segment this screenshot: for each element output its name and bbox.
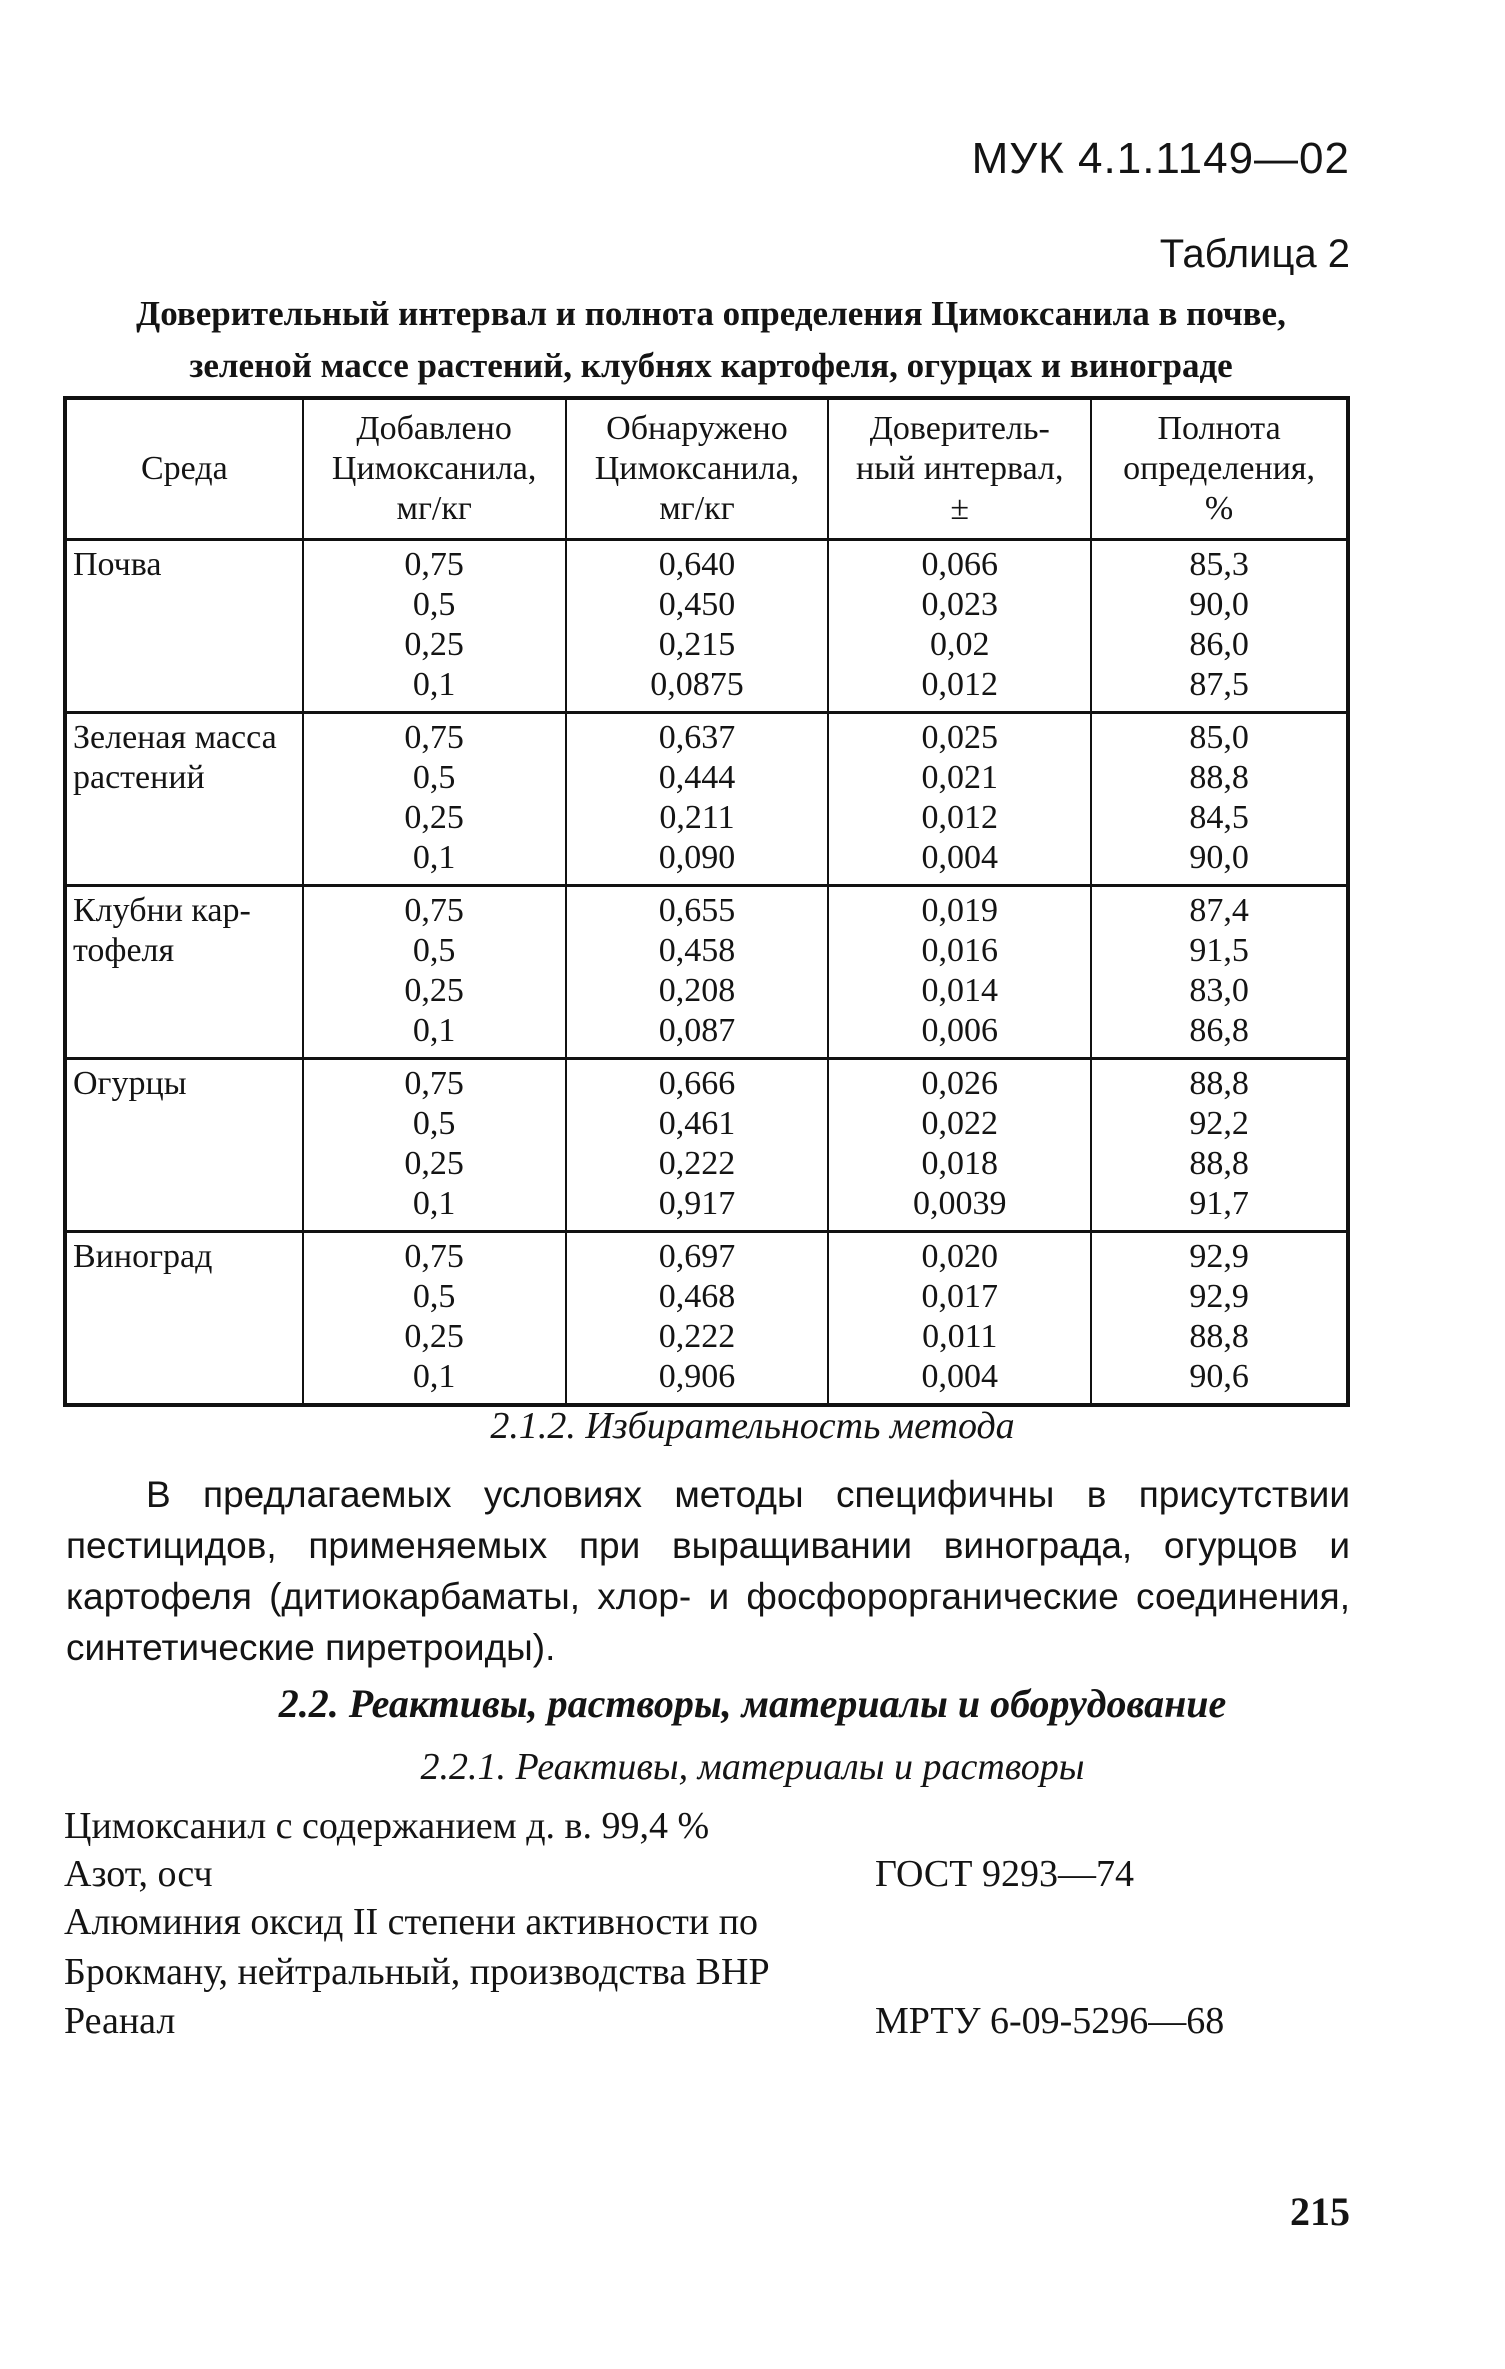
table-row (65, 713, 1348, 886)
reagent-line: Цимоксанил с содержанием д. в. 99,4 % (64, 1805, 710, 1847)
table-row (65, 1232, 1348, 1406)
table-header-row (65, 398, 1348, 540)
reagent-line: Азот, осч (64, 1853, 213, 1895)
table-title-line-2: зеленой массе растений, клубнях картофеля, огурцах и винограде (189, 346, 1233, 385)
page-number: 215 (1290, 2189, 1350, 2234)
selectivity-paragraph: В предлагаемых условиях методы специфичны в присутствии пестицидов, применяемых при выращивании винограда, огурцов и картофеля (дитиокарбаматы, хлор- и фосфорорганические соединения, синтетические пиретроиды). (66, 1474, 1350, 1668)
cell-environment: Виноград (65, 1232, 303, 1406)
results-table (63, 396, 1350, 1407)
reagent-line: Реанал (64, 2000, 176, 2042)
column-header-environment: Среда (65, 398, 303, 540)
reagent-standard: ГОСТ 9293—74 (875, 1853, 1134, 1895)
section-title-selectivity: 2.1.2. Избирательность метода (490, 1405, 1015, 1447)
cell-found: 0,637 0,444 0,211 0,090 (566, 713, 829, 886)
table-label: Таблица 2 (1159, 232, 1350, 276)
column-header-interval: Доверитель- ный интервал, ± (828, 398, 1091, 540)
table-title (66, 288, 1356, 392)
cell-interval: 0,066 0,023 0,02 0,012 (828, 540, 1091, 713)
cell-added: 0,75 0,5 0,25 0,1 (303, 540, 566, 713)
cell-recovery: 87,4 91,5 83,0 86,8 (1091, 886, 1348, 1059)
cell-found: 0,640 0,450 0,215 0,0875 (566, 540, 829, 713)
column-header-recovery: Полнота определения, % (1091, 398, 1348, 540)
cell-recovery: 85,3 90,0 86,0 87,5 (1091, 540, 1348, 713)
cell-found: 0,666 0,461 0,222 0,917 (566, 1059, 829, 1232)
reagent-line: Алюминия оксид II степени активности по (64, 1901, 759, 1943)
cell-interval: 0,026 0,022 0,018 0,0039 (828, 1059, 1091, 1232)
reagent-standard: МРТУ 6-09-5296—68 (875, 2000, 1225, 2042)
cell-found: 0,697 0,468 0,222 0,906 (566, 1232, 829, 1406)
cell-added: 0,75 0,5 0,25 0,1 (303, 1232, 566, 1406)
cell-interval: 0,019 0,016 0,014 0,006 (828, 886, 1091, 1059)
document-code: МУК 4.1.1149—02 (971, 134, 1350, 183)
section-heading-reagents: 2.2. Реактивы, растворы, материалы и оборудование (278, 1681, 1227, 1726)
cell-recovery: 88,8 92,2 88,8 91,7 (1091, 1059, 1348, 1232)
cell-recovery: 92,9 92,9 88,8 90,6 (1091, 1232, 1348, 1406)
column-header-found: Обнаружено Цимоксанила, мг/кг (566, 398, 829, 540)
cell-environment: Огурцы (65, 1059, 303, 1232)
column-header-added: Добавлено Цимоксанила, мг/кг (303, 398, 566, 540)
subsection-title-reagents: 2.2.1. Реактивы, материалы и растворы (420, 1746, 1085, 1788)
cell-found: 0,655 0,458 0,208 0,087 (566, 886, 829, 1059)
cell-interval: 0,020 0,017 0,011 0,004 (828, 1232, 1091, 1406)
cell-added: 0,75 0,5 0,25 0,1 (303, 713, 566, 886)
table-title-line-1: Доверительный интервал и полнота определения Цимоксанила в почве, (136, 294, 1286, 333)
reagent-line: Брокману, нейтральный, производства BHP (64, 1951, 770, 1993)
table-row (65, 886, 1348, 1059)
cell-environment: Клубни кар- тофеля (65, 886, 303, 1059)
cell-added: 0,75 0,5 0,25 0,1 (303, 886, 566, 1059)
cell-environment: Зеленая масса растений (65, 713, 303, 886)
cell-interval: 0,025 0,021 0,012 0,004 (828, 713, 1091, 886)
cell-recovery: 85,0 88,8 84,5 90,0 (1091, 713, 1348, 886)
table-row (65, 1059, 1348, 1232)
table-row (65, 540, 1348, 713)
cell-added: 0,75 0,5 0,25 0,1 (303, 1059, 566, 1232)
cell-environment: Почва (65, 540, 303, 713)
